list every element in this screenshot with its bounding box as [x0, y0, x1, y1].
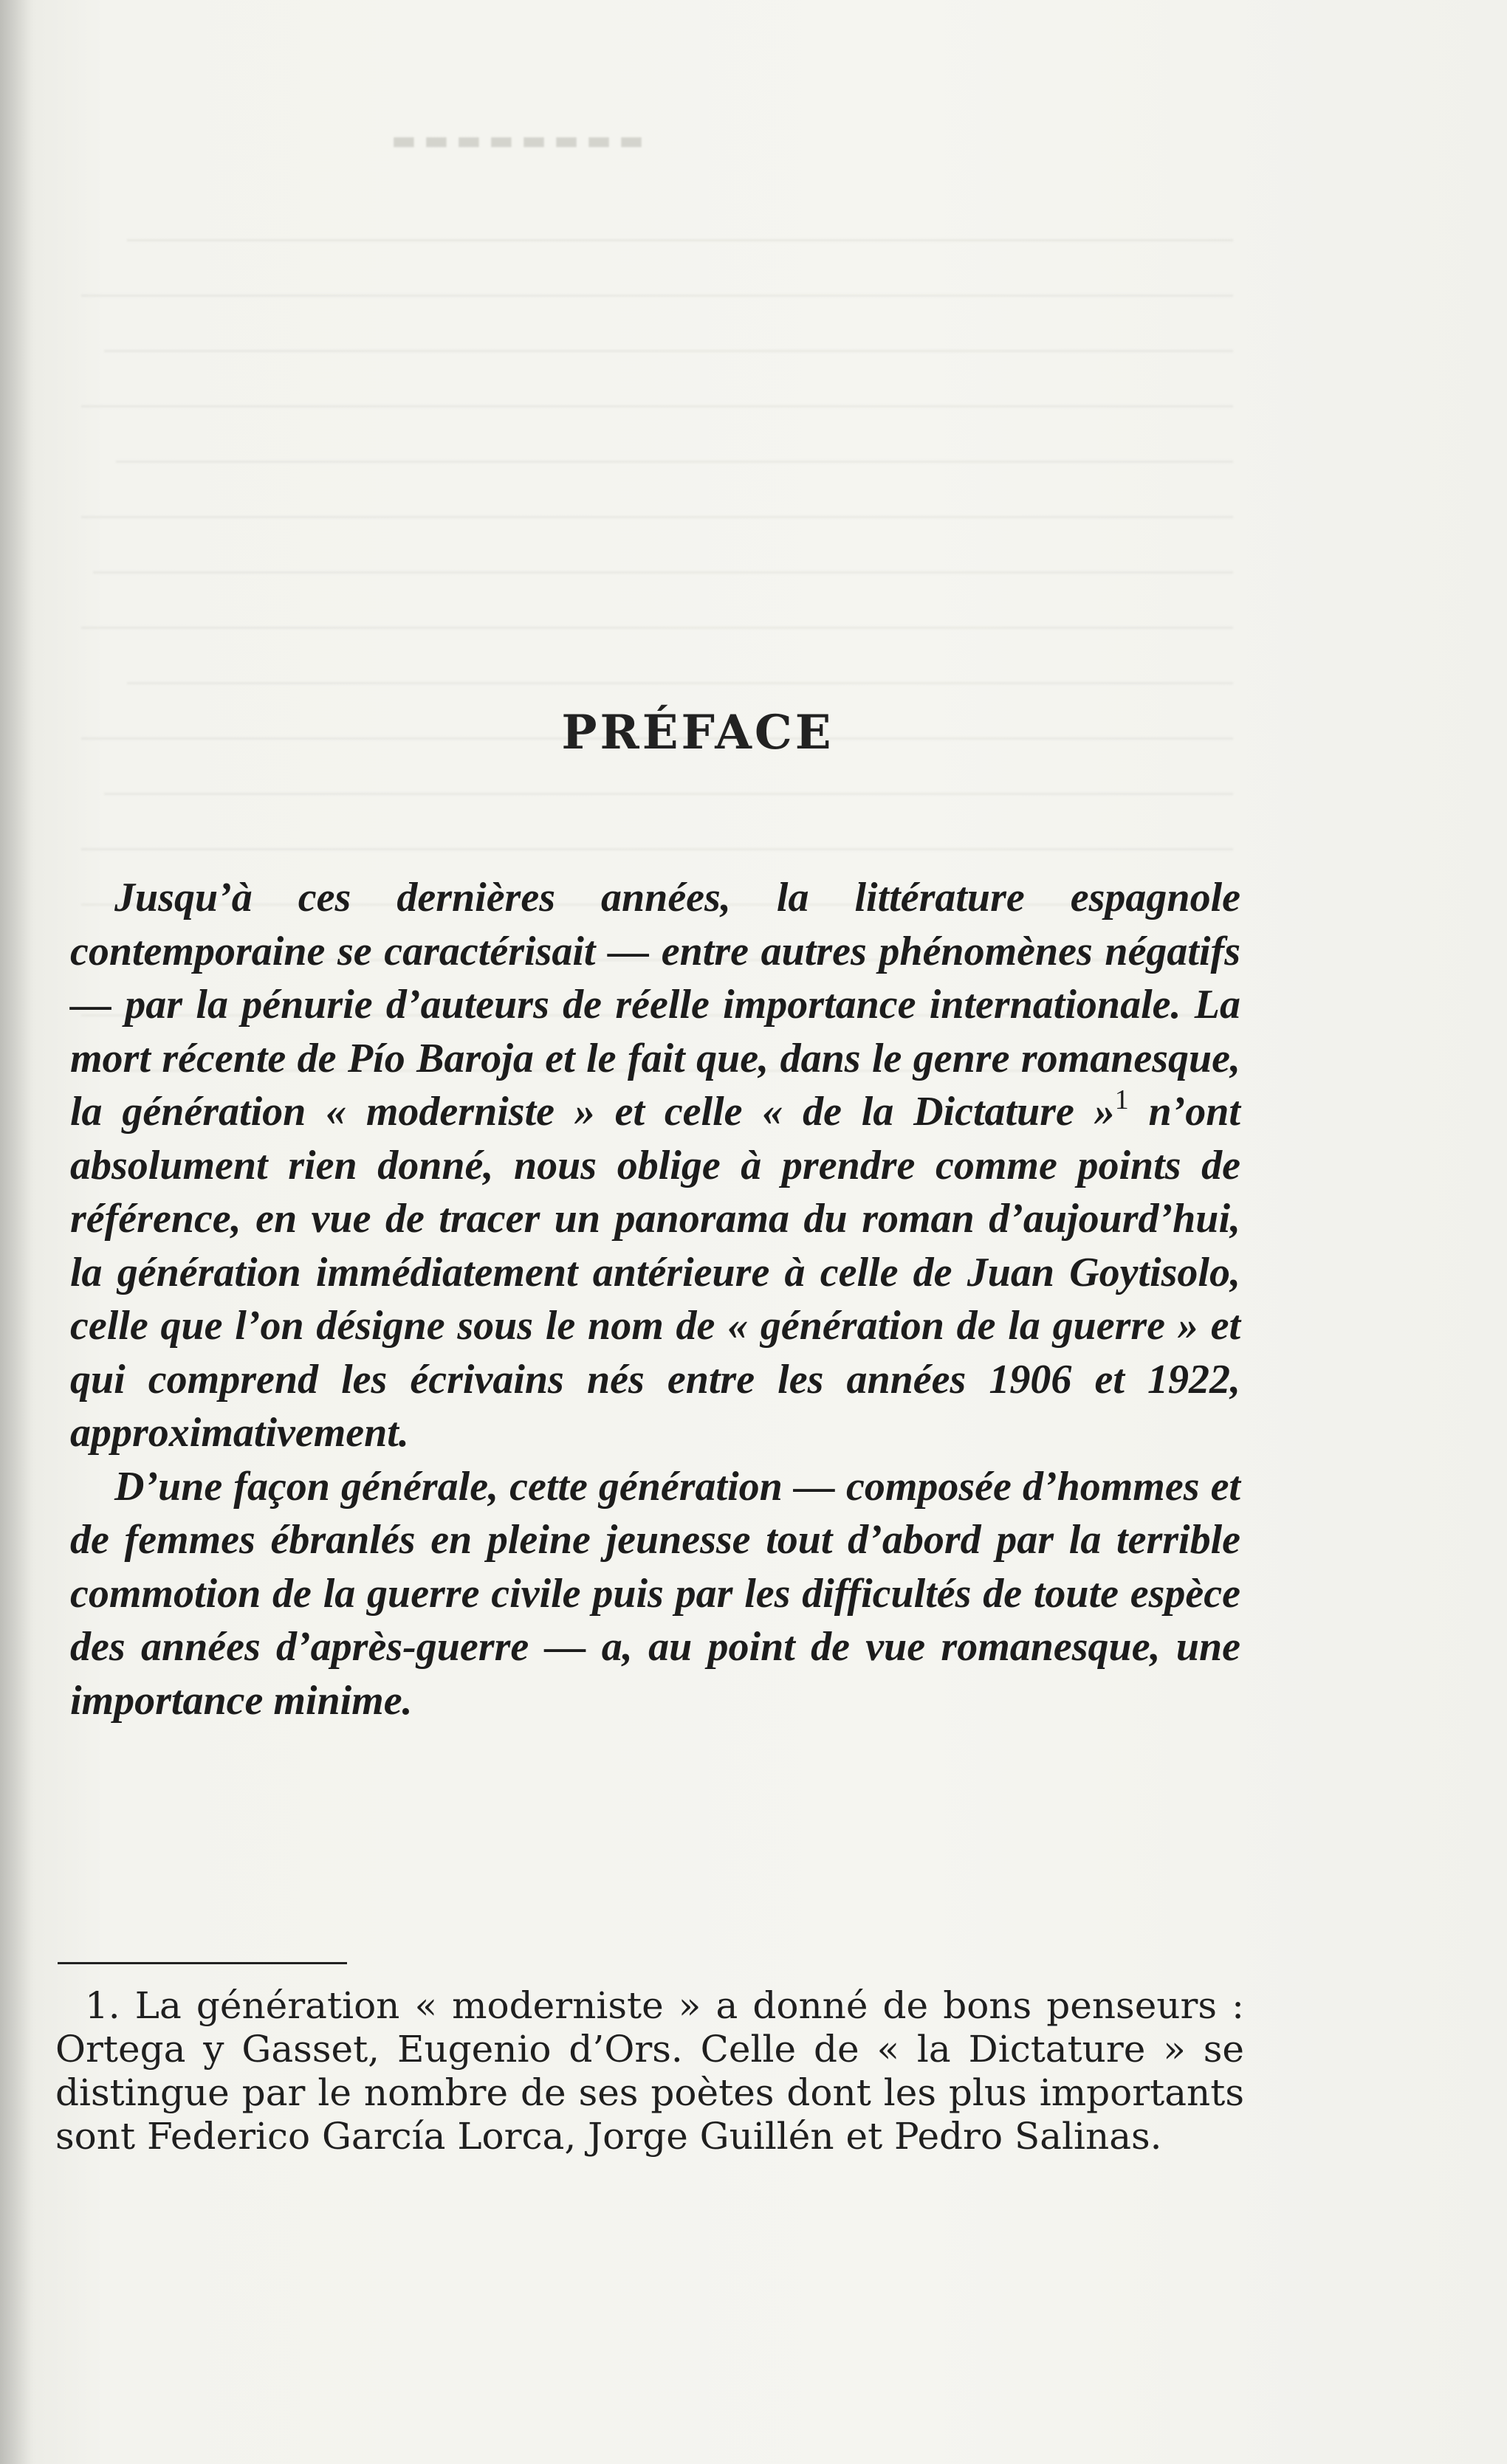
- preface-body: [70, 871, 1240, 1727]
- footnote-divider: [58, 1962, 347, 1964]
- paragraph-1: [70, 871, 1240, 1460]
- paragraph-1-continuation: n’ont absolument rien donné, nous oblige à prendre comme points de référence, en vue de tracer un panorama du roman d’aujourd’hui, la génération immédiatement antérieure à celle de Juan Goytisolo, celle que l’on désigne sous le nom de « génération de la guerre » et qui comprend les écrivains nés entre les années 1906 et 1922, approximativement.: [70, 1089, 1240, 1456]
- page-title: PRÉFACE: [561, 705, 834, 760]
- footnote-reference: 1: [1114, 1084, 1129, 1115]
- footnote: 1. La génération « moderniste » a donné de bons penseurs : Ortega y Gasset, Eugenio d’Ors. Celle de « la Dictature » se distingue par le nombre de ses poètes dont les plus importants sont Federico García Lorca, Jorge Guillén et Pedro Salinas.: [55, 1984, 1244, 2158]
- paragraph-2: D’une façon générale, cette génération — composée d’hommes et de femmes ébranlés en pleine jeunesse tout d’abord par la terrible commotion de la guerre civile puis par les difficultés de toute espèce des années d’après-guerre — a, au point de vue romanesque, une importance minime.: [70, 1463, 1240, 1724]
- page-gutter-shadow: [0, 0, 34, 2464]
- paragraph-1-text: Jusqu’à ces dernières années, la littérature espagnole contemporaine se caractérisait — entre autres phénomènes négatifs — par la pénurie d’auteurs de réelle importance internationale. La mort récente de Pío Baroja et le fait que, dans le genre romanesque, la génération « moderniste » et celle « de la Dictature »: [70, 875, 1240, 1135]
- show-through-running-head: ▬▬▬▬▬▬▬▬: [384, 125, 645, 156]
